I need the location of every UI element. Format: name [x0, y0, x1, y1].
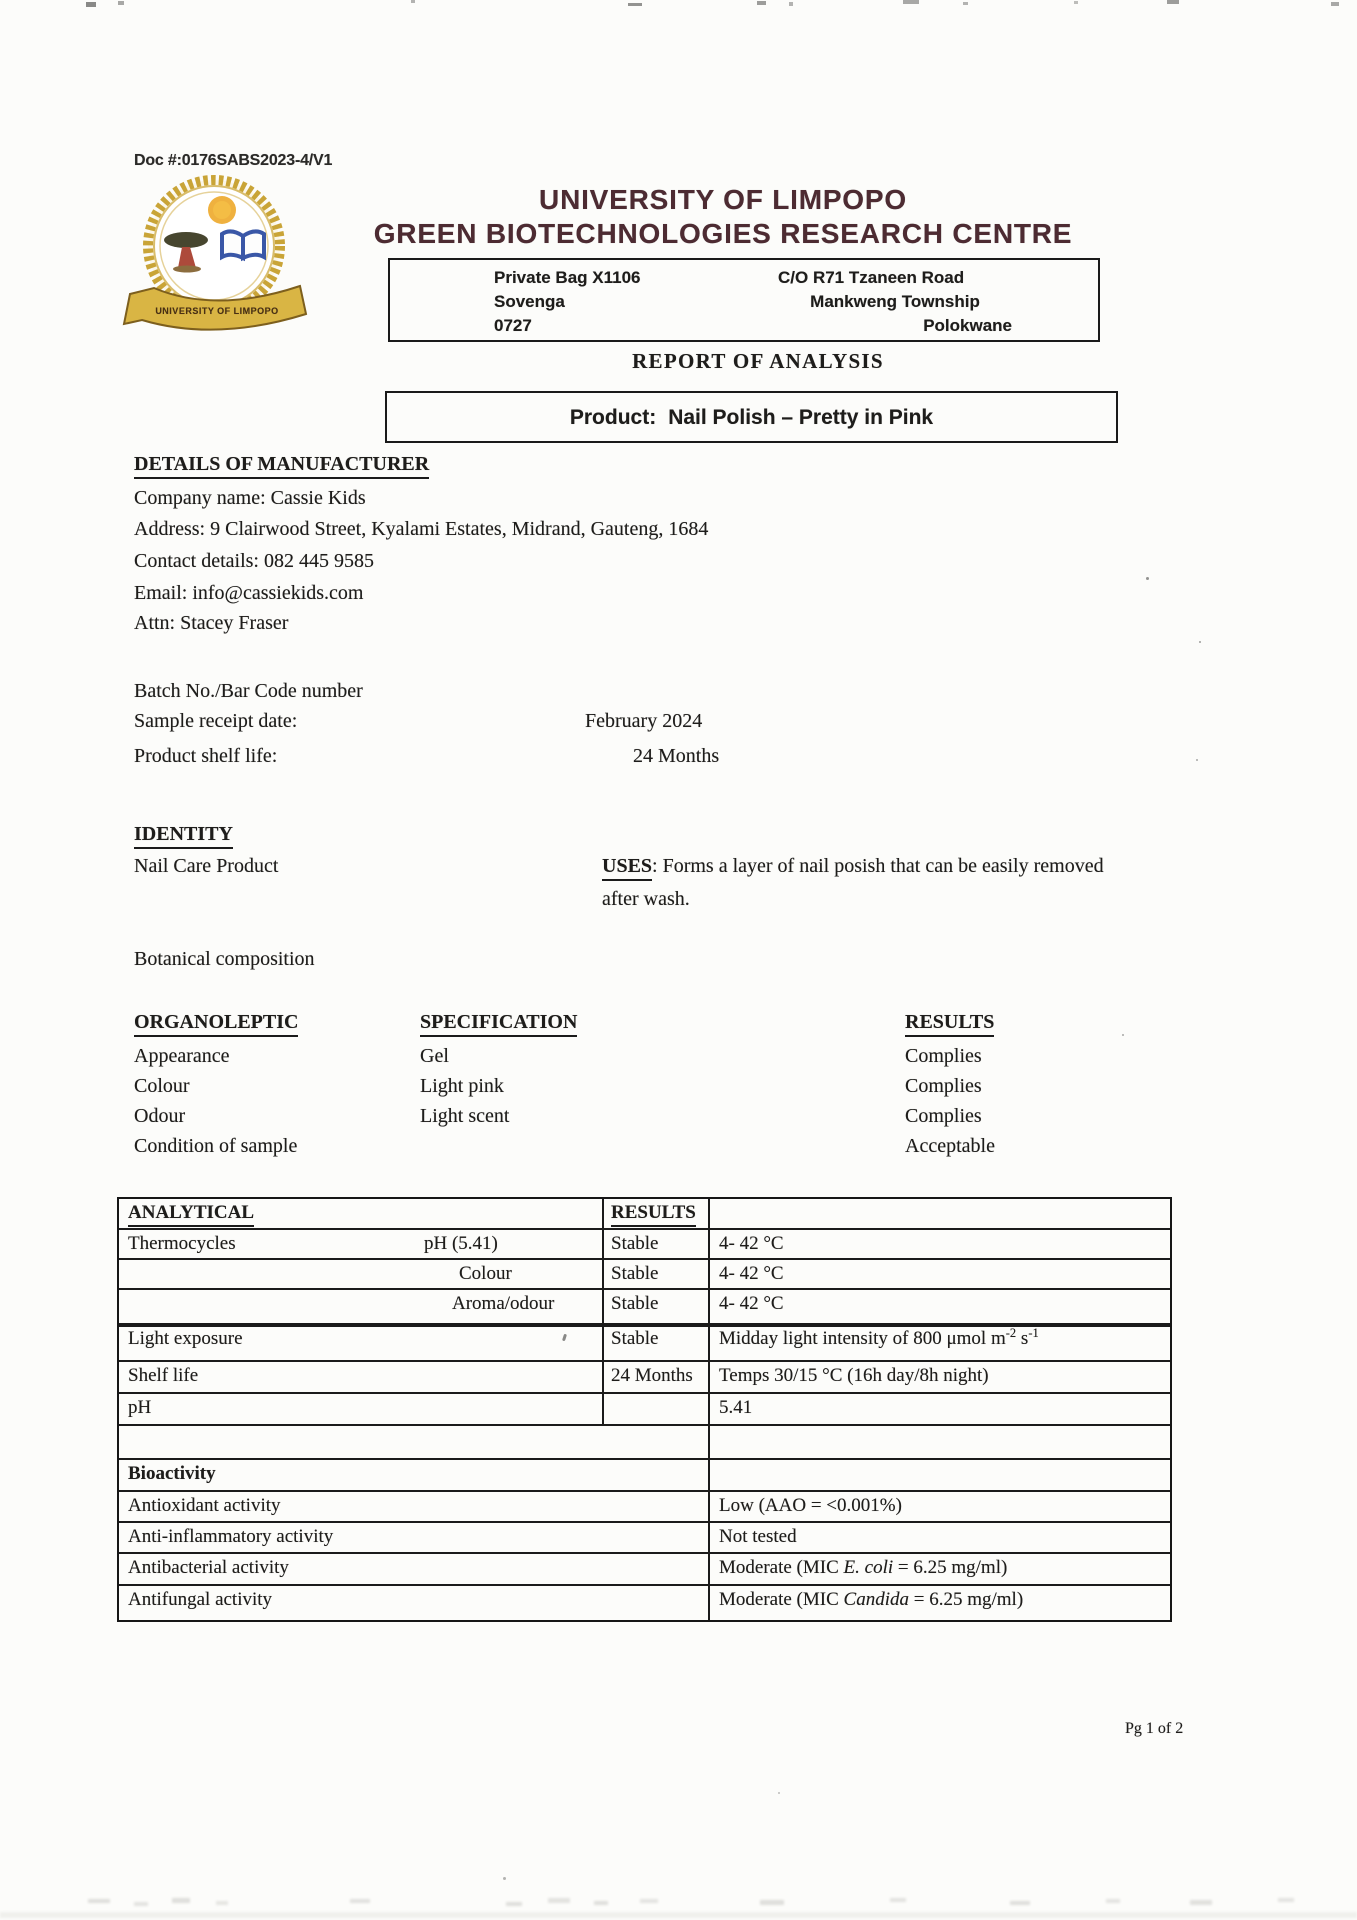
analysis-detail: 4- 42 °C: [719, 1233, 784, 1254]
scan-smudge: [640, 1899, 658, 1903]
scan-artifact: [963, 2, 968, 5]
scan-artifact: [1331, 2, 1339, 6]
scan-speck: [1196, 759, 1198, 761]
table-row: [119, 1230, 1170, 1260]
scan-smudge: [548, 1898, 570, 1903]
scan-smudge: [890, 1898, 906, 1902]
analytical-table: [117, 1197, 1172, 1622]
analysis-detail: Temps 30/15 °C (16h day/8h night): [719, 1365, 989, 1386]
bioactivity-heading-row: [119, 1460, 1170, 1492]
scan-smudge: [88, 1899, 110, 1903]
address-line: 0727: [494, 316, 532, 335]
analysis-detail: Midday light intensity of 800 μmol $m^{-2}$ $s^{-1}$: [719, 1326, 1039, 1349]
batch-label: Batch No./Bar Code number: [134, 680, 363, 702]
scan-artifact: [1167, 0, 1179, 4]
bio-result: Moderate (MIC E. coli = 6.25 mg/ml): [719, 1557, 1008, 1578]
contact-details-line: Contact details: 082 445 9585: [134, 550, 374, 572]
scan-speck: [1122, 1034, 1124, 1036]
scan-speck: [1146, 577, 1149, 580]
scan-smudge: [216, 1901, 228, 1905]
scan-smudge: [1190, 1900, 1212, 1905]
scan-artifact: [628, 3, 642, 6]
analytical-heading: ANALYTICAL: [128, 1202, 254, 1227]
analysis-parameter: Aroma/odour: [452, 1293, 555, 1314]
analysis-detail: 4- 42 °C: [719, 1293, 784, 1314]
address-line: C/O R71 Tzaneen Road: [778, 268, 965, 287]
scan-smudge: [1010, 1901, 1030, 1905]
organoleptic-spec: Light pink: [420, 1075, 504, 1097]
address-street: [778, 266, 1012, 338]
bio-label: Antifungal activity: [119, 1586, 710, 1620]
page-number: Pg 1 of 2: [1125, 1720, 1184, 1737]
organoleptic-property: Condition of sample: [134, 1135, 298, 1157]
university-logo: [112, 168, 327, 343]
uses-label: USES: [602, 855, 652, 881]
organoleptic-heading: ORGANOLEPTIC: [134, 1011, 298, 1037]
scan-speck: [1199, 641, 1201, 643]
scan-smudge: [506, 1902, 522, 1906]
identity-heading: IDENTITY: [134, 823, 233, 849]
organoleptic-result: Complies: [905, 1075, 982, 1097]
scan-smudge: [1278, 1898, 1294, 1902]
scan-artifact: [757, 1, 766, 5]
analytical-results-heading: RESULTS: [611, 1202, 696, 1227]
analysis-label: pH: [119, 1394, 604, 1424]
analysis-result: 24 Months: [604, 1362, 710, 1392]
receipt-date-value: February 2024: [585, 710, 703, 732]
receipt-date-label: Sample receipt date:: [134, 710, 298, 732]
table-row-empty: [119, 1426, 1170, 1460]
scan-smudge: [172, 1898, 190, 1903]
analysis-parameter: Colour: [459, 1263, 512, 1284]
shelf-life-label: Product shelf life:: [134, 745, 278, 767]
table-row: [119, 1523, 1170, 1554]
doc-number: Doc #:0176SABS2023-4/V1: [134, 152, 333, 169]
shelf-life-value: 24 Months: [633, 745, 720, 767]
table-row: [119, 1260, 1170, 1290]
scan-smudge: [760, 1900, 784, 1905]
scan-artifact: [1074, 1, 1078, 4]
analysis-detail: 4- 42 °C: [719, 1263, 784, 1284]
specification-heading: SPECIFICATION: [420, 1011, 577, 1037]
scan-smudge: [134, 1902, 148, 1906]
bio-label: Anti-inflammatory activity: [119, 1523, 710, 1552]
analysis-result: Stable: [604, 1325, 710, 1360]
botanical-composition-label: Botanical composition: [134, 948, 315, 970]
uses-text-line2: after wash.: [602, 888, 690, 910]
address-line: Polokwane: [923, 316, 1012, 335]
scan-speck: [778, 1792, 780, 1794]
scan-smudge: [350, 1899, 370, 1903]
product-name: Nail Polish – Pretty in Pink: [668, 406, 934, 429]
analysis-result: Stable: [604, 1290, 710, 1323]
scan-smudge: [1106, 1899, 1120, 1903]
scan-artifact: [118, 1, 124, 5]
organoleptic-result: Complies: [905, 1105, 982, 1127]
banner-text: UNIVERSITY OF LIMPOPO: [155, 306, 279, 316]
uses-text: USES: Forms a layer of nail posish that can be easily removed: [602, 855, 1162, 881]
analysis-result: Stable: [604, 1230, 710, 1258]
organoleptic-property: Colour: [134, 1075, 190, 1097]
table-row: [119, 1586, 1170, 1620]
scan-artifact: [903, 0, 919, 4]
organoleptic-result: Complies: [905, 1045, 982, 1067]
analysis-label: Thermocycles: [128, 1233, 236, 1254]
university-title: UNIVERSITY OF LIMPOPO: [539, 184, 907, 215]
bioactivity-heading: Bioactivity: [119, 1460, 710, 1490]
analysis-result: Stable: [604, 1260, 710, 1288]
address-box: [388, 258, 1100, 342]
analysis-label: Light exposure: [119, 1325, 604, 1360]
bio-label: Antibacterial activity: [119, 1554, 710, 1584]
company-name-line: Company name: Cassie Kids: [134, 487, 366, 509]
organoleptic-spec: Light scent: [420, 1105, 510, 1127]
analysis-parameter: pH (5.41): [424, 1233, 498, 1254]
address-postal: [494, 266, 640, 338]
organoleptic-spec: Gel: [420, 1045, 449, 1067]
scan-artifact: [411, 0, 415, 3]
address-line: Sovenga: [494, 292, 565, 311]
table-header-row: [119, 1199, 1170, 1230]
address-line: Mankweng Township: [810, 292, 980, 311]
open-book-icon: [222, 231, 264, 258]
centre-title: GREEN BIOTECHNOLOGIES RESEARCH CENTRE: [373, 218, 1073, 249]
manufacturer-heading: DETAILS OF MANUFACTURER: [134, 453, 429, 479]
attn-line: Attn: Stacey Fraser: [134, 612, 289, 634]
manufacturer-address-line: Address: 9 Clairwood Street, Kyalami Estates, Midrand, Gauteng, 1684: [134, 518, 709, 540]
identity-classification: Nail Care Product: [134, 855, 279, 877]
product-label: Product:: [569, 406, 657, 429]
bio-result: Not tested: [719, 1526, 797, 1547]
bio-result: Low (AAO = <0.001%): [719, 1495, 902, 1516]
address-line: Private Bag X1106: [494, 268, 641, 287]
organoleptic-result: Acceptable: [905, 1135, 995, 1157]
email-line: Email: info@cassiekids.com: [134, 582, 364, 604]
bio-result: Moderate (MIC Candida = 6.25 mg/ml): [719, 1589, 1024, 1610]
scan-artifact: [789, 2, 793, 6]
table-row: [119, 1290, 1170, 1325]
results-heading: RESULTS: [905, 1011, 994, 1037]
analysis-detail: 5.41: [719, 1397, 753, 1418]
bio-label: Antioxidant activity: [119, 1492, 710, 1521]
table-row: [119, 1362, 1170, 1394]
table-row: [119, 1394, 1170, 1426]
table-row: [119, 1325, 1170, 1362]
organoleptic-property: Appearance: [134, 1045, 230, 1067]
scan-artifact: [86, 2, 96, 7]
analysis-label: Shelf life: [119, 1362, 604, 1392]
table-row: [119, 1492, 1170, 1523]
table-row: [119, 1554, 1170, 1586]
report-title: REPORT OF ANALYSIS: [632, 349, 884, 373]
scan-speck: [503, 1877, 506, 1880]
scan-smudge: [594, 1901, 608, 1905]
product-box: [385, 391, 1118, 443]
scan-edge-band: [0, 1912, 1357, 1918]
organoleptic-property: Odour: [134, 1105, 186, 1127]
